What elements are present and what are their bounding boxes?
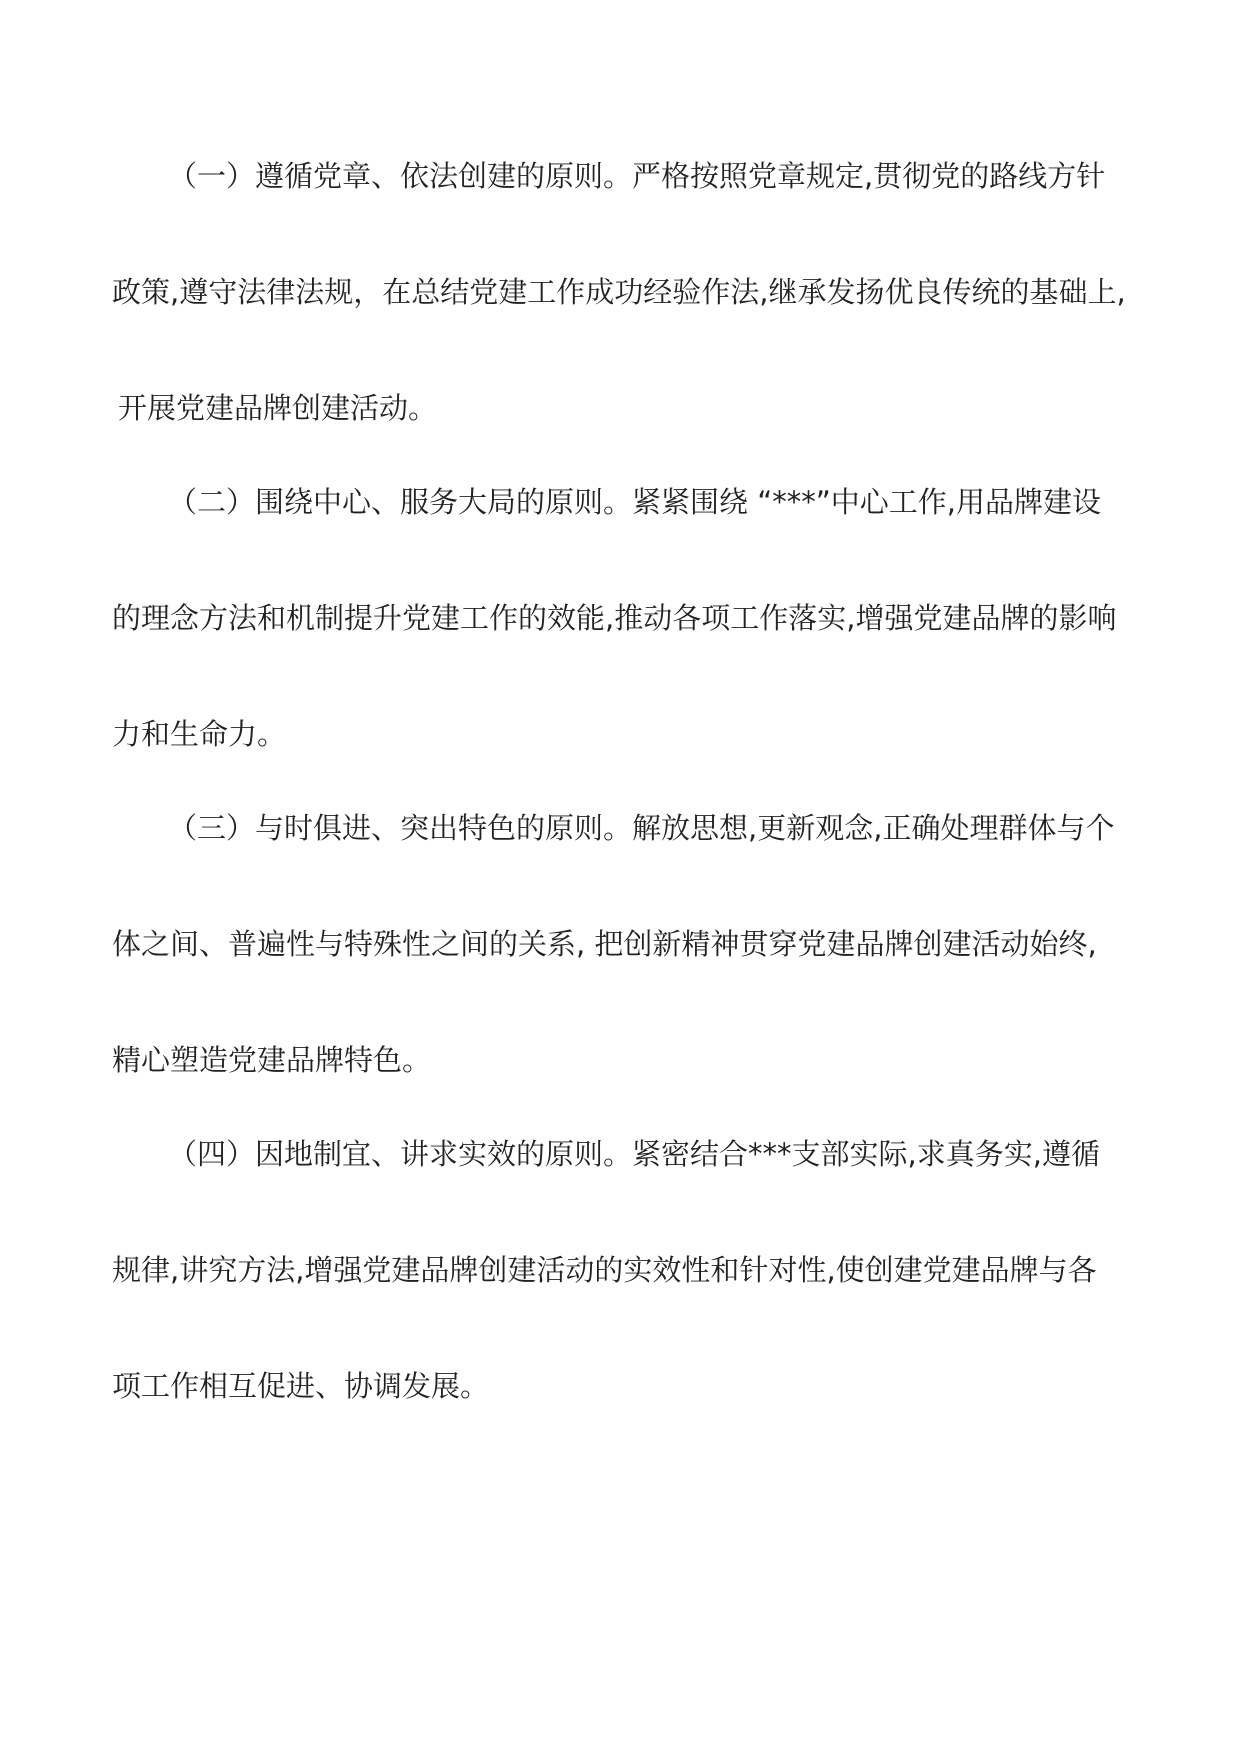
paragraph-1-line-1: （一）遵循党章、依法创建的原则。严格按照党章规定,贯彻党的路线方针	[168, 159, 1106, 193]
paragraph-4-line-3: 项工作相互促进、协调发展。	[112, 1369, 490, 1403]
paragraph-4-line-1: （四）因地制宜、讲求实效的原则。紧密结合***支部实际,求真务实,遵循	[168, 1137, 1100, 1171]
paragraph-3-line-3: 精心塑造党建品牌特色。	[112, 1043, 432, 1077]
paragraph-1-line-2: 政策,遵守法律法规，在总结党建工作成功经验作法,继承发扬优良传统的基础上,	[112, 275, 1126, 309]
paragraph-4-line-2: 规律,讲究方法,增强党建品牌创建活动的实效性和针对性,使创建党建品牌与各	[112, 1253, 1097, 1287]
paragraph-3-line-1: （三）与时俱进、突出特色的原则。解放思想,更新观念,正确处理群体与个	[168, 811, 1115, 845]
paragraph-3-line-2: 体之间、普遍性与特殊性之间的关系, 把创新精神贯穿党建品牌创建活动始终,	[112, 927, 1097, 961]
paragraph-2-line-2: 的理念方法和机制提升党建工作的效能,推动各项工作落实,增强党建品牌的影响	[112, 601, 1117, 635]
paragraph-2-line-1: （二）围绕中心、服务大局的原则。紧紧围绕 “***”中心工作,用品牌建设	[168, 485, 1101, 519]
paragraph-1-line-3: 开展党建品牌创建活动。	[118, 391, 438, 425]
paragraph-2-line-3: 力和生命力。	[112, 717, 287, 751]
